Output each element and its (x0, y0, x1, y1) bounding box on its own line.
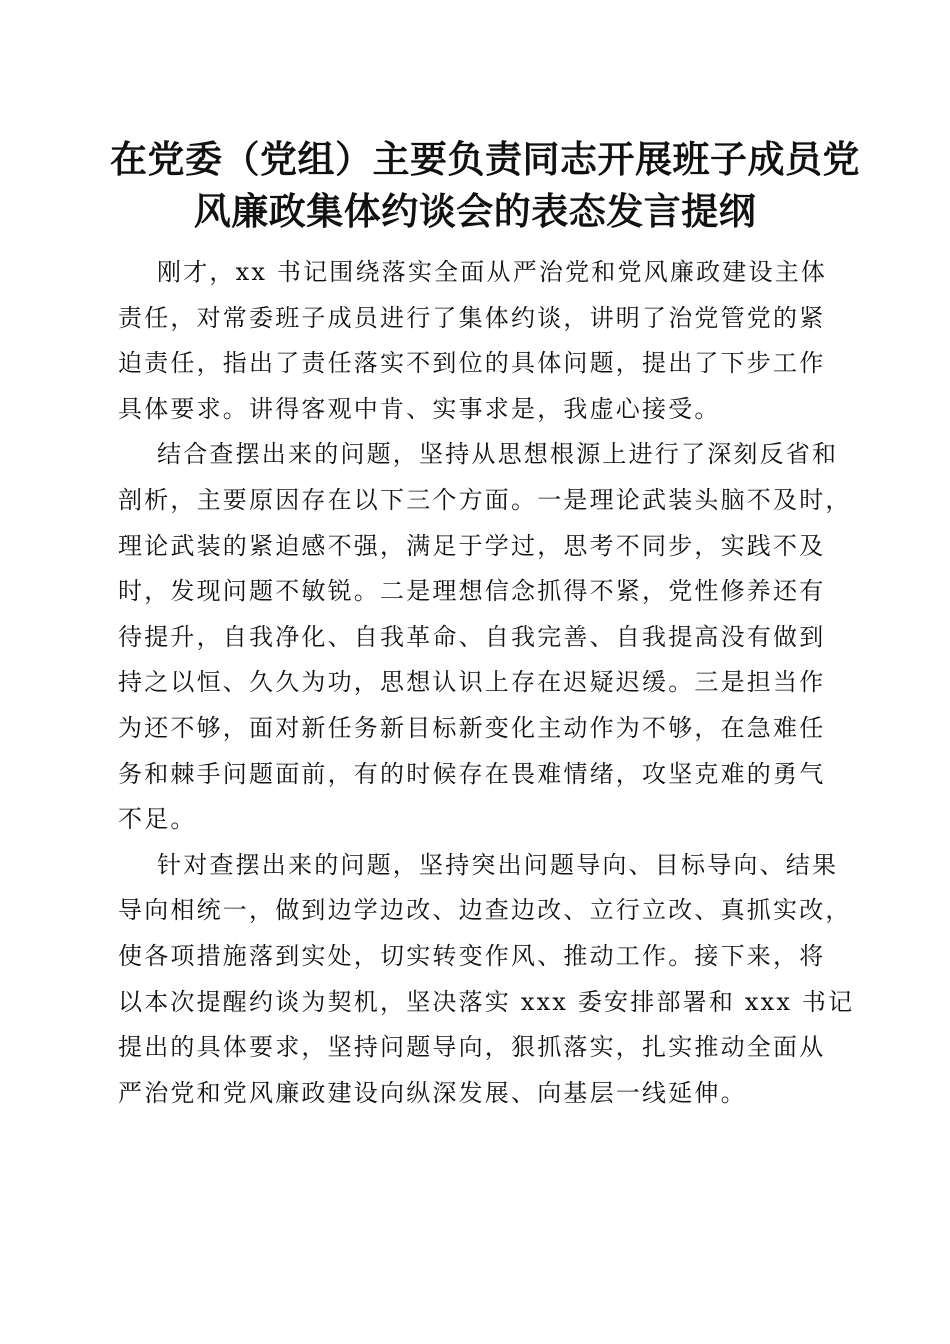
document-title (110, 133, 860, 237)
paragraph-line: 以本次提醒约谈为契机，坚决落实 xxx 委安排部署和 xxx 书记 (118, 987, 855, 1016)
document-body (118, 250, 855, 1116)
paragraph-line: 时，发现问题不敏锐。二是理想信念抓得不紧，党性修养还有 (118, 577, 826, 606)
paragraph-line: 持之以恒、久久为功，思想认识上存在迟疑迟缓。三是担当作 (118, 668, 826, 697)
paragraph-2 (118, 432, 852, 842)
paragraph-line: 使各项措施落到实处，切实转变作风、推动工作。接下来，将 (118, 941, 826, 970)
paragraph-line: 具体要求。讲得客观中肯、实事求是，我虚心接受。 (118, 394, 721, 423)
paragraph-3 (118, 843, 855, 1117)
paragraph-line: 责任，对常委班子成员进行了集体约谈，讲明了治党管党的紧 (118, 303, 826, 332)
paragraph-line: 严治党和党风廉政建设向纵深发展、向基层一线延伸。 (118, 1078, 747, 1107)
paragraph-line: 迫责任，指出了责任落实不到位的具体问题，提出了下步工作 (118, 349, 826, 378)
title-line-1: 在党委（党组）主要负责同志开展班子成员党 (110, 137, 860, 181)
paragraph-line: 剖析，主要原因存在以下三个方面。一是理论武装头脑不及时， (118, 485, 852, 514)
paragraph-line: 为还不够，面对新任务新目标新变化主动作为不够，在急难任 (118, 713, 826, 742)
paragraph-line: 提出的具体要求，坚持问题导向，狠抓落实，扎实推动全面从 (118, 1033, 826, 1062)
paragraph-line: 不足。 (118, 805, 197, 834)
paragraph-line: 结合查摆出来的问题，坚持从思想根源上进行了深刻反省和 (157, 440, 839, 469)
title-line-2: 风廉政集体约谈会的表态发言提纲 (193, 189, 757, 233)
paragraph-1 (118, 250, 838, 432)
paragraph-line: 务和棘手问题面前，有的时候存在畏难情绪，攻坚克难的勇气 (118, 759, 826, 788)
paragraph-line: 刚才，xx 书记围绕落实全面从严治党和党风廉政建设主体 (157, 258, 828, 286)
paragraph-line: 待提升，自我净化、自我革命、自我完善、自我提高没有做到 (118, 622, 826, 651)
paragraph-line: 理论武装的紧迫感不强，满足于学过，思考不同步，实践不及 (118, 531, 826, 560)
paragraph-line: 导向相统一，做到边学边改、边查边改、立行立改、真抓实改， (118, 896, 852, 925)
paragraph-line: 针对查摆出来的问题，坚持突出问题导向、目标导向、结果 (157, 850, 839, 879)
